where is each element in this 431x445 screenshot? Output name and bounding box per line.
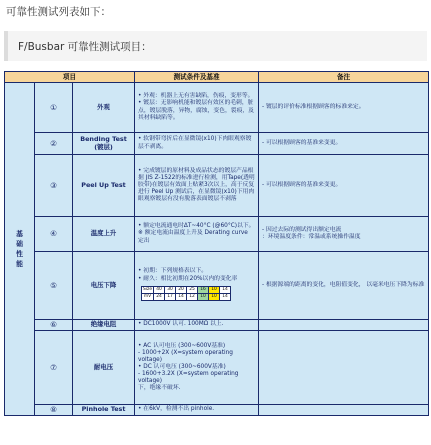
row-name: 绝缘电阻 <box>73 320 135 331</box>
row-conditions <box>135 320 259 331</box>
header-item: 项目 <box>5 72 135 83</box>
spec-cell: 10 <box>198 293 209 300</box>
spec-cell: 25 <box>187 286 198 293</box>
voltage-drop-spec-table <box>141 286 231 301</box>
remark-line: - 可以根据顾客的基准来变更。 <box>262 181 342 188</box>
row-number: ⑥ <box>35 320 73 331</box>
row-remarks <box>259 331 429 405</box>
row-number: ⑧ <box>35 405 73 416</box>
row-remarks <box>259 320 429 331</box>
row-number: ① <box>35 83 73 133</box>
condition-line: • 初期：下列规格表以下。 <box>138 268 208 275</box>
header-remarks: 备注 <box>259 72 429 83</box>
spec-cell: 24 <box>154 293 165 300</box>
spec-cell: 10 <box>209 293 220 300</box>
row-number: ② <box>35 133 73 155</box>
spec-cell: 14 <box>220 293 231 300</box>
row-name: 温度上升 <box>73 217 135 252</box>
remark-line: ：环境温度条件：常温或系统操作温度 <box>262 234 361 240</box>
spec-cell: Size <box>143 286 153 292</box>
row-number: ③ <box>35 155 73 217</box>
condition-line: • 完成镀层的原材料及成品状态的镀层产品根据 JIS Z-1522的标准进行检测，用Tape(透明胶带)在镀层有效面上贴紧3次以上，高于反复进行 Peel Up 测试后，在显微镜(x10)下用肉眼观察镀层有没有脱落表面镀层不剥落 <box>138 167 255 203</box>
row-conditions <box>135 133 259 155</box>
header-conditions: 测试条件及基准 <box>135 72 259 83</box>
row-conditions <box>135 405 259 416</box>
condition-line: • 额定电流通电时ΔT~40°C (@60°C)以下。 <box>138 223 255 230</box>
spec-cell: 14 <box>220 286 231 293</box>
reliability-table <box>4 71 429 416</box>
condition-line: - 1000+2X (X=system operating voltage) <box>138 349 233 363</box>
spec-cell: 40 <box>154 286 165 293</box>
row-remarks <box>259 133 429 155</box>
condition-line: • 外观：机器上无有害缺陷，伤痕，变形等。 <box>138 93 254 100</box>
spec-cell: 30 <box>165 286 176 293</box>
condition-line: 下，绝缘不破坏. <box>138 385 181 392</box>
row-remarks <box>259 217 429 252</box>
quote-text: F/Busbar 可靠性测试项目： <box>18 41 152 53</box>
condition-line: • 镀层：无影响机能和镀层有效区的毛刺，脏点，镀层脱落，异物，腐蚀，变色，裂痕，及其材料缺陷等。 <box>138 100 254 121</box>
row-conditions <box>135 331 259 405</box>
spec-cell: 14 <box>176 293 187 300</box>
row-name: 耐电压 <box>73 331 135 405</box>
remark-line: - 根据源端的距离的变化，电阻值变化， 以毫米电压下降为标准 <box>262 281 425 288</box>
spec-cell: 20 <box>176 286 187 293</box>
spec-cell: 12 <box>187 293 198 300</box>
condition-line: • AC 认可电压 (300~600V基准) <box>138 342 226 349</box>
row-number: ⑤ <box>35 252 73 320</box>
spec-cell: 10 <box>209 286 220 293</box>
condition-line: • DC1000V 认可. 100MΩ 以上. <box>138 321 224 328</box>
row-remarks <box>259 155 429 217</box>
row-remarks <box>259 252 429 320</box>
category-char: 能 <box>16 260 23 269</box>
row-conditions <box>135 217 259 252</box>
row-name: 外观 <box>73 83 135 133</box>
row-number: ④ <box>35 217 73 252</box>
condition-line: • DC 认可电压 (300~600V基准) <box>138 363 226 370</box>
category-cell <box>5 83 35 416</box>
quote-block <box>4 31 427 61</box>
row-number: ⑦ <box>35 331 73 405</box>
spec-cell: mV <box>142 293 154 300</box>
row-remarks <box>259 83 429 133</box>
spec-cell: 17 <box>165 293 176 300</box>
row-remarks <box>259 405 429 416</box>
row-name: 电压下降 <box>73 252 135 320</box>
condition-line: • 耐久：相比初期在20%以内的变化率 <box>138 275 238 282</box>
condition-line: - 1600+3.2X (X=system operating voltage) <box>138 371 239 385</box>
condition-line: ※ 额定电流由温度上升及 Derating curve 定出 <box>138 230 248 244</box>
row-name: Pinhole Test <box>73 405 135 416</box>
row-conditions <box>135 83 259 133</box>
category-char: 础 <box>16 239 23 248</box>
category-char: 基 <box>16 229 23 238</box>
row-conditions <box>135 252 259 320</box>
spec-cell: 16 <box>198 286 209 293</box>
row-name: Peel Up Test <box>73 155 135 217</box>
condition-line: • 软钢带弯折后在显微镜(x10)下肉眼观察镀层不剥离。 <box>138 136 252 150</box>
remark-line: - 镀层的评价标准根据顾客的标准来定。 <box>262 103 365 110</box>
reliability-table-image <box>4 71 428 416</box>
row-name: Bending Test (镀层) <box>73 133 135 155</box>
remark-line: - 因过去际的测试得出额定电流 <box>262 226 342 233</box>
category-label <box>5 229 34 270</box>
remark-line: - 可以根据顾客的基准来变更。 <box>262 139 342 146</box>
condition-line: • 在6kV，检测不出 pinhole. <box>138 406 215 413</box>
intro-text: 可靠性测试列表如下： <box>6 6 111 18</box>
row-conditions <box>135 155 259 217</box>
category-char: 性 <box>16 250 23 258</box>
